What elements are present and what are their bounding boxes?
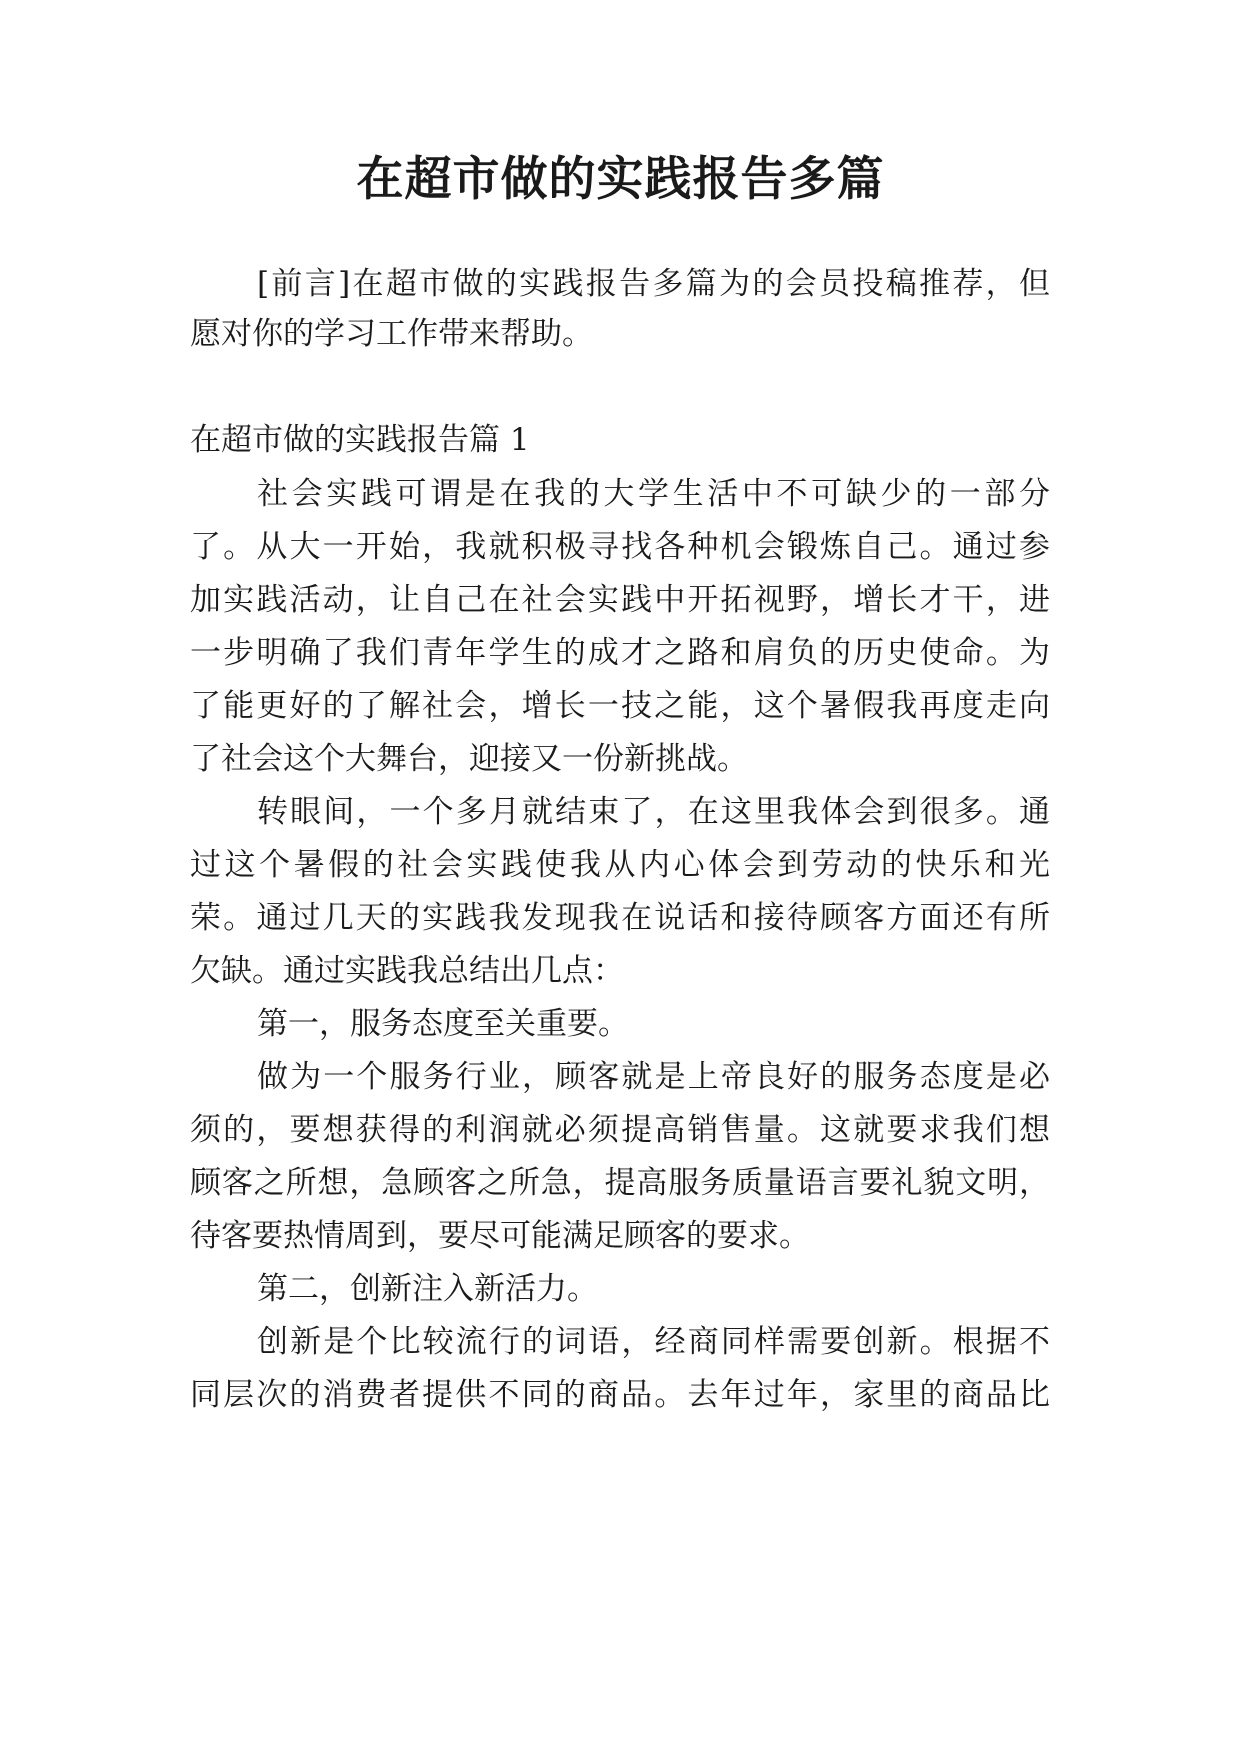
paragraph-line: 荣。通过几天的实践我发现我在说话和接待顾客方面还有所: [190, 900, 1050, 936]
paragraph-line: 一步明确了我们青年学生的成才之路和肩负的历史使命。为: [190, 635, 1050, 671]
paragraph-line: 了社会这个大舞台，迎接又一份新挑战。: [190, 741, 748, 777]
point-heading: 第二，创新注入新活力。: [257, 1271, 598, 1307]
point-heading: 第一，服务态度至关重要。: [257, 1006, 629, 1042]
section-heading: 在超市做的实践报告篇 1: [190, 422, 530, 458]
paragraph-line: 了。从大一开始，我就积极寻找各种机会锻炼自己。通过参: [190, 529, 1050, 565]
paragraph-line: 做为一个服务行业，顾客就是上帝良好的服务态度是必: [257, 1059, 1050, 1095]
paragraph-line: 过这个暑假的社会实践使我从内心体会到劳动的快乐和光: [190, 847, 1050, 883]
paragraph-line: 须的，要想获得的利润就必须提高销售量。这就要求我们想: [190, 1112, 1050, 1148]
paragraph-line: 同层次的消费者提供不同的商品。去年过年，家里的商品比: [190, 1377, 1050, 1413]
preface-line: [前言]在超市做的实践报告多篇为的会员投稿推荐，但: [257, 266, 1050, 302]
paragraph-line: 待客要热情周到，要尽可能满足顾客的要求。: [190, 1218, 810, 1254]
document-title: 在超市做的实践报告多篇: [356, 152, 885, 207]
paragraph-line: 了能更好的了解社会，增长一技之能，这个暑假我再度走向: [190, 688, 1050, 724]
paragraph-line: 加实践活动，让自己在社会实践中开拓视野，增长才干，进: [190, 582, 1050, 618]
paragraph-line: 欠缺。通过实践我总结出几点：: [190, 953, 624, 989]
preface-line: 愿对你的学习工作带来帮助。: [190, 316, 593, 352]
paragraph-line: 创新是个比较流行的词语，经商同样需要创新。根据不: [257, 1324, 1050, 1360]
paragraph-line: 顾客之所想，急顾客之所急，提高服务质量语言要礼貌文明，: [190, 1165, 1050, 1201]
paragraph-line: 社会实践可谓是在我的大学生活中不可缺少的一部分: [257, 476, 1050, 512]
paragraph-line: 转眼间，一个多月就结束了，在这里我体会到很多。通: [257, 794, 1050, 830]
